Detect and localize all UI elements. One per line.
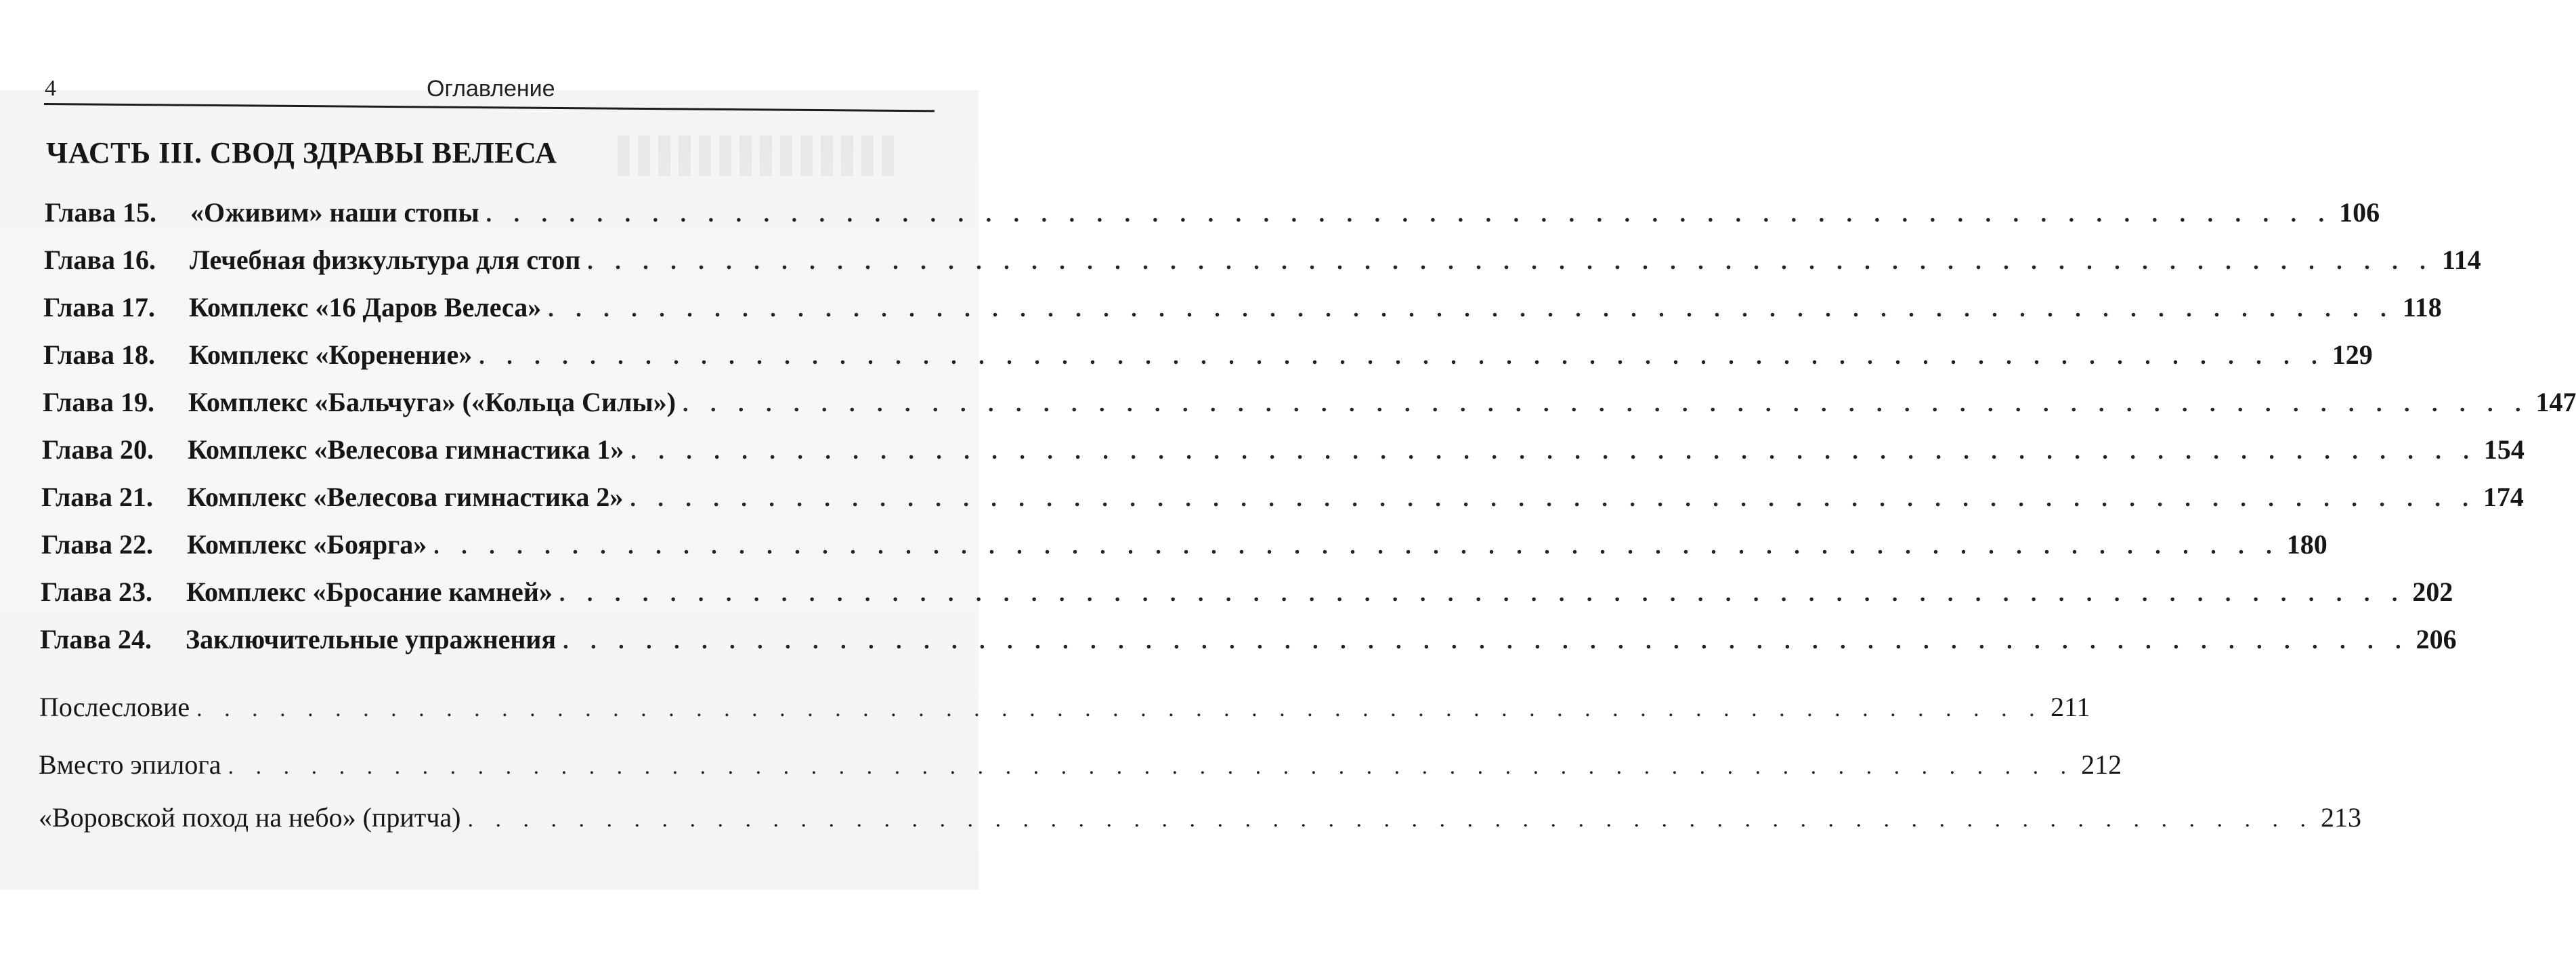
dot-leader: . . . . . . . . . . . . . . . . . . . . . . . . . . . . . . . . . . . . . . . . . . . . . . . . . . . . . . . . . . . . . . . . . . . bbox=[228, 754, 2075, 779]
entry-title: Послесловие bbox=[39, 692, 190, 722]
entry-title: «Воровской поход на небо» (притча) bbox=[39, 802, 461, 833]
page-number: 174 bbox=[2483, 482, 2524, 512]
chapter-title: Комплекс «Велесова гимнастика 2» bbox=[187, 482, 624, 512]
toc-entry bbox=[42, 434, 2525, 467]
chapter-title: Лечебная физкультура для стоп bbox=[190, 245, 581, 275]
chapter-label: Глава 19. bbox=[43, 387, 154, 417]
page-number: 211 bbox=[2051, 692, 2090, 722]
running-title: Оглавление bbox=[427, 76, 555, 102]
part-title: ЧАСТЬ III. СВОД ЗДРАВЫ ВЕЛЕСА bbox=[46, 136, 557, 169]
dot-leader: . . . . . . . . . . . . . . . . . . . . . . . . . . . . . . . . . . . . . . . . . . . . . . . . . . . . . . . . . . . . . . . . . . . bbox=[630, 439, 2477, 464]
toc-entry bbox=[41, 481, 2524, 515]
dot-leader: . . . . . . . . . . . . . . . . . . . . . . . . . . . . . . . . . . . . . . . . . . . . . . . . . . . . . . . . . . . . . . . . . . . bbox=[486, 202, 2333, 227]
dot-leader: . . . . . . . . . . . . . . . . . . . . . . . . . . . . . . . . . . . . . . . . . . . . . . . . . . . . . . . . . . . . . . . . . . . bbox=[559, 581, 2406, 606]
page-number: 114 bbox=[2441, 245, 2481, 275]
dot-leader: . . . . . . . . . . . . . . . . . . . . . . . . . . . . . . . . . . . . . . . . . . . . . . . . . . . . . . . . . . . . . . . . . . . bbox=[630, 486, 2476, 512]
page-number: 213 bbox=[2320, 802, 2361, 833]
chapter-label: Глава 23. bbox=[41, 577, 152, 607]
chapter-label: Глава 24. bbox=[40, 624, 152, 654]
chapter-title: Комплекс «Велесова гимнастика 1» bbox=[188, 434, 624, 465]
page-number: 180 bbox=[2286, 529, 2327, 560]
page-number: 147 bbox=[2535, 387, 2576, 417]
chapter-title: Комплекс «Бальчуга» («Кольца Силы») bbox=[188, 387, 676, 417]
toc-entry bbox=[43, 339, 2373, 373]
chapter-label: Глава 18. bbox=[43, 339, 155, 370]
chapter-title: Комплекс «Коренение» bbox=[189, 339, 473, 370]
dot-leader: . . . . . . . . . . . . . . . . . . . . . . . . . . . . . . . . . . . . . . . . . . . . . . . . . . . . . . . . . . . . . . . . . . . bbox=[563, 629, 2409, 654]
toc-entry bbox=[39, 801, 2361, 835]
page-number: 202 bbox=[2412, 577, 2453, 607]
page-number: 118 bbox=[2402, 292, 2442, 322]
toc-entry bbox=[39, 749, 2122, 783]
page-number: 129 bbox=[2332, 339, 2373, 370]
chapter-title: Комплекс «Бросание камней» bbox=[186, 577, 553, 607]
toc-entry bbox=[45, 196, 2380, 230]
dot-leader: . . . . . . . . . . . . . . . . . . . . . . . . . . . . . . . . . . . . . . . . . . . . . . . . . . . . . . . . . . . . . . . . . . . bbox=[548, 297, 2395, 322]
dot-leader: . . . . . . . . . . . . . . . . . . . . . . . . . . . . . . . . . . . . . . . . . . . . . . . . . . . . . . . . . . . . . . . . . . . bbox=[479, 344, 2325, 369]
page-number: 212 bbox=[2081, 749, 2122, 780]
dot-leader: . . . . . . . . . . . . . . . . . . . . . . . . . . . . . . . . . . . . . . . . . . . . . . . . . . . . . . . . . . . . . . . . . . . bbox=[196, 696, 2043, 722]
header-page-number: 4 bbox=[45, 76, 56, 101]
toc-entry bbox=[43, 386, 2576, 420]
toc-entry bbox=[39, 691, 2090, 725]
chapter-label: Глава 16. bbox=[44, 245, 156, 275]
entry-title: Вместо эпилога bbox=[39, 749, 221, 780]
dot-leader: . . . . . . . . . . . . . . . . . . . . . . . . . . . . . . . . . . . . . . . . . . . . . . . . . . . . . . . . . . . . . . . . . . . bbox=[682, 392, 2529, 417]
dot-leader: . . . . . . . . . . . . . . . . . . . . . . . . . . . . . . . . . . . . . . . . . . . . . . . . . . . . . . . . . . . . . . . . . . . bbox=[433, 534, 2280, 559]
toc-entry bbox=[41, 528, 2327, 562]
chapter-title: Заключительные упражнения bbox=[186, 624, 557, 654]
toc-entry bbox=[44, 244, 2481, 278]
chapter-label: Глава 21. bbox=[41, 482, 153, 512]
dot-leader: . . . . . . . . . . . . . . . . . . . . . . . . . . . . . . . . . . . . . . . . . . . . . . . . . . . . . . . . . . . . . . . . . . . bbox=[587, 249, 2434, 274]
chapter-label: Глава 20. bbox=[42, 434, 154, 465]
chapter-label: Глава 17. bbox=[43, 292, 155, 322]
toc-entry bbox=[43, 291, 2442, 325]
page-number: 106 bbox=[2339, 197, 2380, 228]
chapter-title: Комплекс «Боярга» bbox=[187, 529, 427, 560]
toc-entry bbox=[41, 576, 2453, 610]
page-number: 206 bbox=[2416, 624, 2457, 654]
chapter-title: «Оживим» наши стопы bbox=[190, 197, 479, 228]
chapter-title: Комплекс «16 Даров Велеса» bbox=[189, 292, 542, 322]
dot-leader: . . . . . . . . . . . . . . . . . . . . . . . . . . . . . . . . . . . . . . . . . . . . . . . . . . . . . . . . . . . . . . . . . . . bbox=[467, 807, 2314, 832]
page-number: 154 bbox=[2483, 434, 2525, 465]
toc-entry bbox=[40, 623, 2457, 657]
chapter-label: Глава 15. bbox=[45, 197, 156, 228]
chapter-label: Глава 22. bbox=[41, 529, 153, 560]
